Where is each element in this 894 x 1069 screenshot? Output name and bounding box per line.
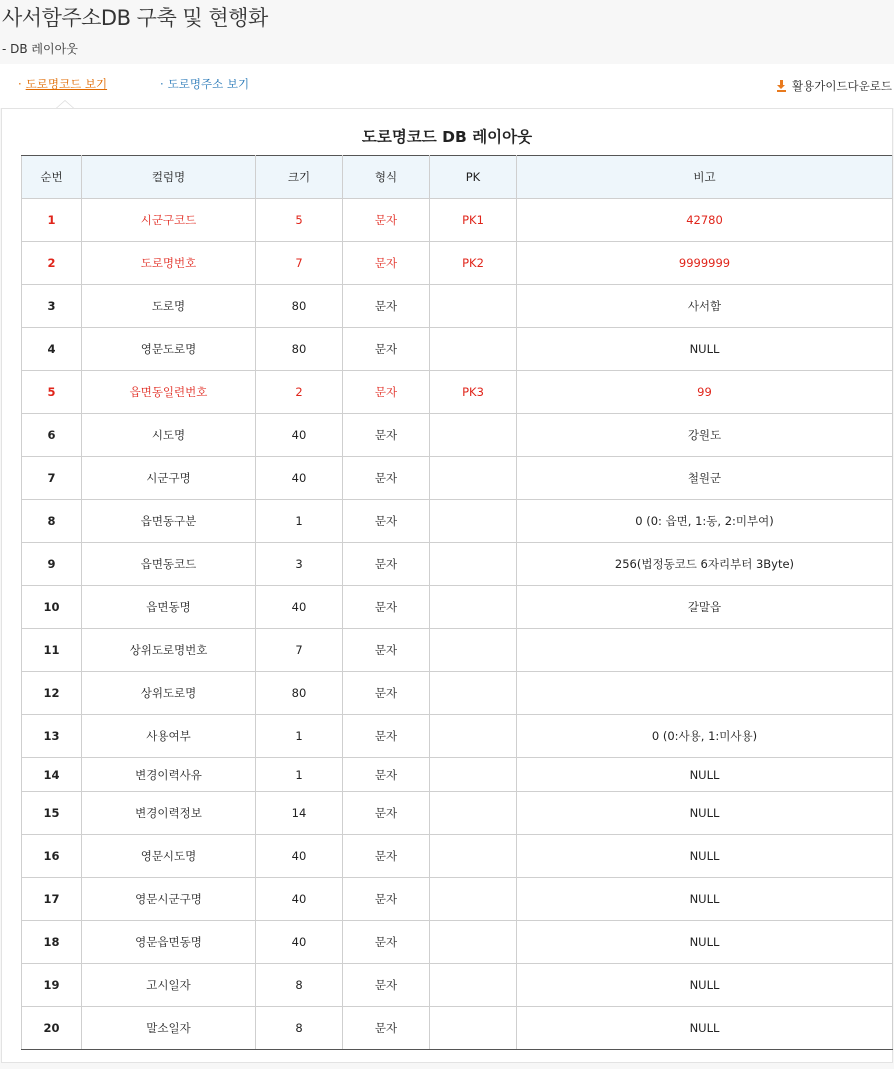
tab-bar (0, 64, 894, 108)
page-subtitle: - DB 레이아웃 (2, 42, 78, 56)
cell-column-name: 시군구명 (82, 457, 256, 500)
cell-note: 사서함 (517, 285, 893, 328)
tab-bullet: · (160, 77, 164, 91)
cell-pk (430, 328, 517, 371)
cell-no: 5 (22, 371, 82, 414)
cell-type: 문자 (343, 414, 430, 457)
table-row (22, 715, 893, 758)
cell-note: 강원도 (517, 414, 893, 457)
cell-no: 12 (22, 672, 82, 715)
page-title: 사서함주소DB 구축 및 현행화 (2, 6, 268, 30)
cell-type: 문자 (343, 878, 430, 921)
cell-type: 문자 (343, 328, 430, 371)
cell-size: 8 (256, 964, 343, 1007)
cell-column-name: 상위도로명 (82, 672, 256, 715)
cell-note: NULL (517, 792, 893, 835)
active-tab-pointer (56, 100, 74, 108)
cell-no: 10 (22, 586, 82, 629)
table-title: 도로명코드 DB 레이아웃 (361, 128, 533, 146)
cell-note: NULL (517, 964, 893, 1007)
cell-no: 2 (22, 242, 82, 285)
cell-note: 0 (0: 읍면, 1:동, 2:미부여) (517, 500, 893, 543)
cell-type: 문자 (343, 672, 430, 715)
cell-size: 40 (256, 457, 343, 500)
cell-note (517, 629, 893, 672)
table-row (22, 921, 893, 964)
cell-column-name: 사용여부 (82, 715, 256, 758)
layout-panel (1, 108, 893, 1063)
cell-pk (430, 1007, 517, 1050)
header-column-name: 컬럼명 (82, 156, 256, 199)
cell-type: 문자 (343, 543, 430, 586)
cell-note: 9999999 (517, 242, 893, 285)
cell-note (517, 672, 893, 715)
cell-pk: PK2 (430, 242, 517, 285)
cell-size: 2 (256, 371, 343, 414)
tab-road-code-label: 도로명코드 보기 (25, 77, 108, 91)
cell-size: 5 (256, 199, 343, 242)
cell-no: 11 (22, 629, 82, 672)
cell-column-name: 읍면동명 (82, 586, 256, 629)
cell-column-name: 읍면동일련번호 (82, 371, 256, 414)
cell-note: 256(법정동코드 6자리부터 3Byte) (517, 543, 893, 586)
cell-type: 문자 (343, 792, 430, 835)
tab-road-address[interactable] (160, 76, 249, 92)
cell-type: 문자 (343, 371, 430, 414)
header-type: 형식 (343, 156, 430, 199)
cell-note: 0 (0:사용, 1:미사용) (517, 715, 893, 758)
cell-pk (430, 414, 517, 457)
table-row (22, 242, 893, 285)
cell-type: 문자 (343, 758, 430, 792)
cell-no: 17 (22, 878, 82, 921)
cell-type: 문자 (343, 835, 430, 878)
cell-no: 16 (22, 835, 82, 878)
cell-pk (430, 543, 517, 586)
cell-size: 40 (256, 878, 343, 921)
header-no: 순번 (22, 156, 82, 199)
cell-type: 문자 (343, 1007, 430, 1050)
cell-size: 40 (256, 921, 343, 964)
cell-column-name: 변경이력사유 (82, 758, 256, 792)
cell-size: 14 (256, 792, 343, 835)
cell-column-name: 읍면동코드 (82, 543, 256, 586)
tab-road-code[interactable] (18, 76, 107, 92)
cell-pk (430, 921, 517, 964)
cell-column-name: 말소일자 (82, 1007, 256, 1050)
cell-no: 13 (22, 715, 82, 758)
table-body (22, 199, 893, 1050)
table-row (22, 586, 893, 629)
table-row (22, 285, 893, 328)
cell-size: 40 (256, 586, 343, 629)
cell-size: 40 (256, 835, 343, 878)
table-row (22, 371, 893, 414)
tab-bullet: · (18, 77, 22, 91)
table-row (22, 792, 893, 835)
table-row (22, 672, 893, 715)
cell-no: 7 (22, 457, 82, 500)
cell-no: 9 (22, 543, 82, 586)
cell-pk (430, 792, 517, 835)
cell-type: 문자 (343, 715, 430, 758)
layout-table (21, 155, 893, 1050)
cell-size: 1 (256, 500, 343, 543)
cell-type: 문자 (343, 242, 430, 285)
cell-no: 15 (22, 792, 82, 835)
cell-pk: PK1 (430, 199, 517, 242)
cell-pk (430, 835, 517, 878)
cell-column-name: 읍면동구분 (82, 500, 256, 543)
cell-no: 14 (22, 758, 82, 792)
cell-no: 1 (22, 199, 82, 242)
cell-size: 1 (256, 758, 343, 792)
cell-size: 80 (256, 672, 343, 715)
cell-column-name: 도로명 (82, 285, 256, 328)
cell-type: 문자 (343, 586, 430, 629)
cell-column-name: 영문읍면동명 (82, 921, 256, 964)
cell-size: 3 (256, 543, 343, 586)
cell-no: 20 (22, 1007, 82, 1050)
cell-no: 6 (22, 414, 82, 457)
guide-download-label: 활용가이드다운로드 (792, 79, 892, 93)
cell-note: NULL (517, 758, 893, 792)
cell-type: 문자 (343, 199, 430, 242)
table-row (22, 835, 893, 878)
cell-size: 8 (256, 1007, 343, 1050)
cell-type: 문자 (343, 629, 430, 672)
table-row (22, 457, 893, 500)
cell-column-name: 고시일자 (82, 964, 256, 1007)
cell-column-name: 시도명 (82, 414, 256, 457)
cell-column-name: 상위도로명번호 (82, 629, 256, 672)
cell-pk (430, 715, 517, 758)
cell-pk (430, 457, 517, 500)
cell-pk (430, 586, 517, 629)
cell-column-name: 영문시도명 (82, 835, 256, 878)
table-header-row (22, 156, 893, 199)
cell-pk (430, 758, 517, 792)
cell-column-name: 변경이력정보 (82, 792, 256, 835)
guide-download-link[interactable] (777, 78, 892, 94)
cell-size: 7 (256, 629, 343, 672)
table-row (22, 500, 893, 543)
cell-note: NULL (517, 878, 893, 921)
cell-type: 문자 (343, 500, 430, 543)
table-row (22, 758, 893, 792)
table-row (22, 328, 893, 371)
table-row (22, 629, 893, 672)
header-size: 크기 (256, 156, 343, 199)
cell-pk (430, 285, 517, 328)
cell-pk (430, 672, 517, 715)
cell-type: 문자 (343, 921, 430, 964)
cell-column-name: 영문도로명 (82, 328, 256, 371)
cell-no: 3 (22, 285, 82, 328)
cell-no: 18 (22, 921, 82, 964)
cell-type: 문자 (343, 964, 430, 1007)
cell-note: 철원군 (517, 457, 893, 500)
cell-note: NULL (517, 835, 893, 878)
cell-pk (430, 878, 517, 921)
cell-note: 99 (517, 371, 893, 414)
cell-size: 7 (256, 242, 343, 285)
cell-pk (430, 964, 517, 1007)
header-pk: PK (430, 156, 517, 199)
cell-note: NULL (517, 1007, 893, 1050)
table-row (22, 414, 893, 457)
table-row (22, 543, 893, 586)
cell-column-name: 시군구코드 (82, 199, 256, 242)
table-row (22, 199, 893, 242)
table-row (22, 964, 893, 1007)
cell-column-name: 도로명번호 (82, 242, 256, 285)
cell-type: 문자 (343, 457, 430, 500)
tab-road-address-label: 도로명주소 보기 (167, 77, 250, 91)
cell-size: 1 (256, 715, 343, 758)
cell-size: 80 (256, 328, 343, 371)
cell-no: 4 (22, 328, 82, 371)
cell-pk (430, 629, 517, 672)
cell-note: 갈말읍 (517, 586, 893, 629)
cell-pk (430, 500, 517, 543)
cell-no: 19 (22, 964, 82, 1007)
cell-note: 42780 (517, 199, 893, 242)
table-row (22, 1007, 893, 1050)
cell-no: 8 (22, 500, 82, 543)
cell-type: 문자 (343, 285, 430, 328)
cell-column-name: 영문시군구명 (82, 878, 256, 921)
cell-size: 80 (256, 285, 343, 328)
header-note: 비고 (517, 156, 893, 199)
cell-pk: PK3 (430, 371, 517, 414)
cell-note: NULL (517, 921, 893, 964)
download-icon (777, 80, 786, 91)
table-row (22, 878, 893, 921)
cell-note: NULL (517, 328, 893, 371)
cell-size: 40 (256, 414, 343, 457)
